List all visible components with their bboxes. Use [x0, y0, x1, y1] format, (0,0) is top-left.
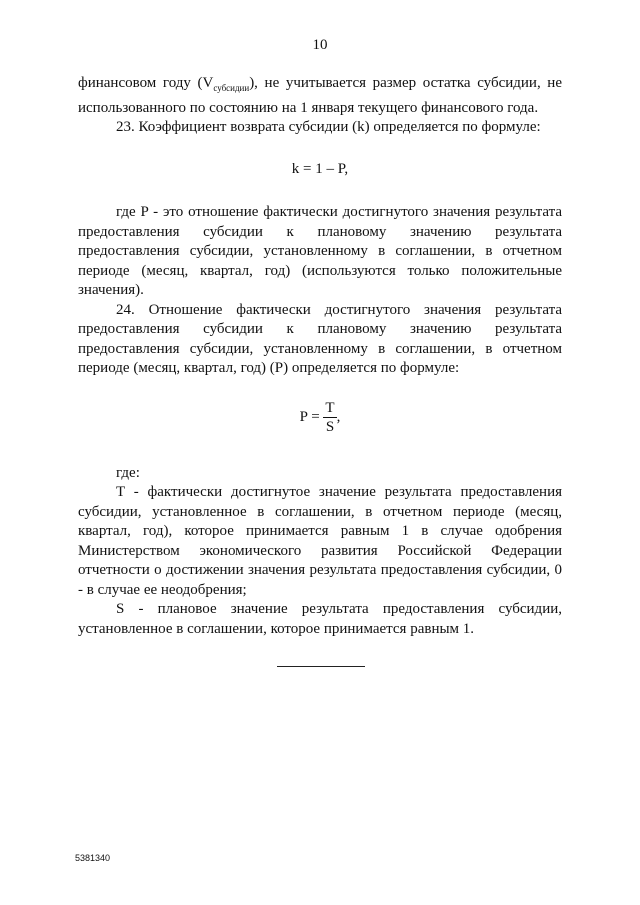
paragraph-24: 24. Отношение фактически достигнутого значения результата предоставления субсидии к плановому значению результата предоставления субсидии, установленному в соглашении, в отчетном периоде (месяц, квартал, год) (P) определяется по формуле: [78, 301, 562, 376]
page-number: 10 [312, 37, 328, 53]
definition-s: S - плановое значение результата предоставления субсидии, установленное в соглашении, которое принимается равным 1. [78, 601, 562, 637]
formula-p-suffix: , [336, 408, 341, 425]
formula-p-numerator: T [325, 399, 335, 416]
subscript-subsidy: субсидии [213, 83, 250, 93]
formula-p-lhs: P = [299, 408, 320, 425]
paragraph-continuation [78, 74, 562, 118]
definition-t: T - фактически достигнутое значение результата предоставления субсидии, установленное в соглашении, в отчетном периоде (месяц, квартал, год), которое принимается равным 1 в случае одобрения Министерством экономического развития Российской Федерации отчетности о достижении значения результата предоставления субсидии, 0 - в случае ее неодобрения; [78, 484, 562, 598]
formula-k: k = 1 – P, [291, 160, 349, 177]
paragraph-continuation-text-end: ), не учитывается размер остатка субсидии, не использованного по состоянию на 1 января текущего финансового года. [78, 75, 562, 116]
paragraph-continuation-text: финансовом году (V [78, 75, 214, 91]
formula-p [78, 399, 562, 436]
paragraph-where-p: где P - это отношение фактически достигнутого значения результата предоставления субсидии к плановому значению результата предоставления субсидии, установленному в соглашении, в отчетном периоде (месяц, квартал, год) (используются только положительные значения). [78, 204, 562, 298]
document-body [78, 74, 562, 639]
formula-p-denominator: S [325, 418, 335, 435]
where-label: где: [116, 464, 140, 481]
formula-p-fraction [323, 399, 336, 436]
document-code: 5381340 [75, 853, 111, 863]
paragraph-23: 23. Коэффициент возврата субсидии (k) определяется по формуле: [116, 119, 541, 135]
closing-rule [277, 666, 365, 667]
